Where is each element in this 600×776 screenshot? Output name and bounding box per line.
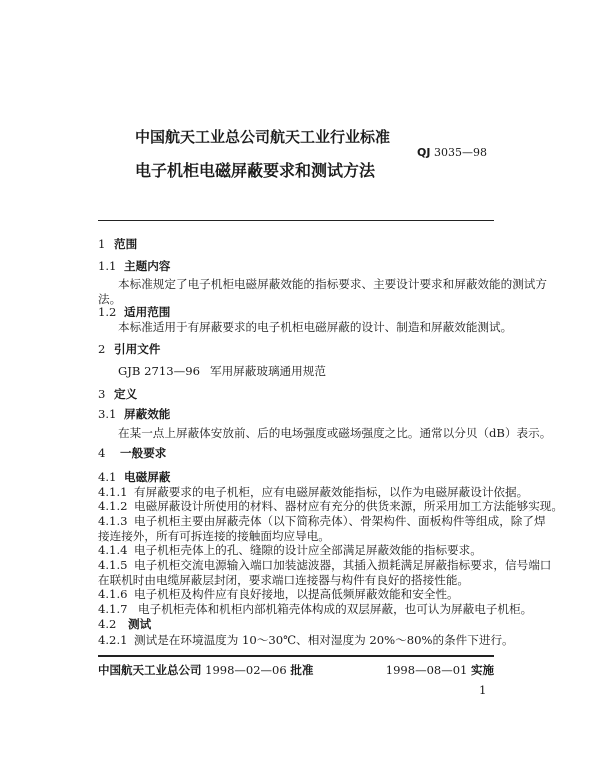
section-number: 2 bbox=[98, 342, 106, 356]
section-number: 3 bbox=[98, 387, 106, 401]
footer-rule bbox=[98, 655, 494, 657]
effective-label: 实施 bbox=[471, 663, 494, 677]
code-prefix: QJ bbox=[417, 146, 431, 159]
paragraph-line: 在某一点上屏蔽体安放前、后的电场强度或磁场强度之比。通常以分贝（dB）表示。 bbox=[118, 426, 552, 440]
code-number: 3035—98 bbox=[433, 146, 487, 159]
page-number: 1 bbox=[479, 683, 487, 697]
section-4-1 bbox=[98, 470, 170, 484]
section-title: 适用范围 bbox=[124, 305, 171, 319]
section-title: 一般要求 bbox=[120, 446, 167, 460]
effective-date: 1998—08—01 bbox=[385, 663, 468, 677]
reference-code: GJB 2713—96 bbox=[118, 364, 200, 378]
item-number: 4.2.1 bbox=[98, 633, 128, 647]
item-4-1-2 bbox=[98, 499, 563, 513]
section-title: 测试 bbox=[128, 617, 152, 631]
item-number: 4.1.1 bbox=[98, 485, 128, 499]
section-number: 3.1 bbox=[98, 407, 117, 421]
item-4-1-4 bbox=[98, 543, 482, 557]
section-1-1 bbox=[98, 259, 170, 273]
document-title: 电子机柜电磁屏蔽要求和测试方法 bbox=[135, 161, 376, 180]
item-number: 4.1.5 bbox=[98, 558, 128, 572]
section-title: 引用文件 bbox=[114, 342, 161, 356]
section-1-2 bbox=[98, 305, 170, 319]
section-1 bbox=[98, 237, 137, 251]
item-number: 4.1.6 bbox=[98, 587, 128, 601]
section-number: 1.1 bbox=[98, 259, 117, 273]
reference-entry bbox=[118, 364, 326, 378]
reference-title: 军用屏蔽玻璃通用规范 bbox=[209, 364, 326, 378]
footer-effective bbox=[386, 663, 494, 677]
footer-approval bbox=[98, 663, 313, 677]
item-text: 电子机柜壳体上的孔、缝隙的设计应全部满足屏蔽效能的指标要求。 bbox=[134, 543, 482, 557]
org-standard-heading: 中国航天工业总公司航天工业行业标准 bbox=[135, 128, 391, 146]
item-text: 电子机柜交流电源输入端口加装滤波器，其插入损耗满足屏蔽指标要求，信号端口 bbox=[134, 558, 552, 572]
section-title: 屏蔽效能 bbox=[124, 407, 171, 421]
item-text: 电子机柜主要由屏蔽壳体（以下简称壳体）、骨架构件、面板构件等组成，除了焊 bbox=[134, 514, 546, 528]
item-text: 电子机柜壳体和机柜内部机箱壳体构成的双层屏蔽，也可认为屏蔽电子机柜。 bbox=[138, 602, 533, 616]
item-4-1-7 bbox=[98, 602, 532, 616]
header-rule bbox=[98, 220, 494, 221]
item-text-continued: 接连接外，所有可拆连接的接触面均应导电。 bbox=[98, 529, 330, 543]
item-number: 4.1.7 bbox=[98, 602, 128, 616]
paragraph-line: 本标准规定了电子机柜电磁屏蔽效能的指标要求、主要设计要求和屏蔽效能的测试方 bbox=[118, 277, 547, 291]
issuer: 中国航天工业总公司 bbox=[98, 663, 202, 677]
section-4 bbox=[98, 446, 166, 460]
item-number: 4.1.4 bbox=[98, 543, 128, 557]
section-number: 1.2 bbox=[98, 305, 117, 319]
section-number: 4 bbox=[98, 446, 106, 460]
section-3-1 bbox=[98, 407, 170, 421]
item-text: 测试是在环境温度为 10～30℃、相对湿度为 20%～80%的条件下进行。 bbox=[134, 633, 514, 647]
section-number: 4.2 bbox=[98, 617, 117, 631]
section-title: 范围 bbox=[114, 237, 138, 251]
section-title: 定义 bbox=[114, 387, 138, 401]
approved-label: 批准 bbox=[290, 663, 314, 677]
item-4-1-5 bbox=[98, 558, 551, 572]
section-4-2 bbox=[98, 617, 151, 631]
item-text: 有屏蔽要求的电子机柜，应有电磁屏蔽效能指标，以作为电磁屏蔽设计依据。 bbox=[134, 485, 529, 499]
section-number: 1 bbox=[98, 237, 106, 251]
section-title: 电磁屏蔽 bbox=[124, 470, 171, 484]
item-text: 电磁屏蔽设计所使用的材料、器材应有充分的供货来源，所采用加工方法能够实现。 bbox=[134, 499, 563, 513]
standard-code bbox=[417, 146, 487, 160]
item-text: 电子机柜及构件应有良好接地，以提高低频屏蔽效能和安全性。 bbox=[134, 587, 459, 601]
section-number: 4.1 bbox=[98, 470, 117, 484]
item-4-1-3 bbox=[98, 514, 546, 528]
approved-date: 1998—02—06 bbox=[205, 663, 287, 677]
item-number: 4.1.2 bbox=[98, 499, 128, 513]
item-text-continued: 在联机时由电缆屏蔽层封闭，要求端口连接器与构件有良好的搭接性能。 bbox=[98, 573, 470, 587]
item-number: 4.1.3 bbox=[98, 514, 128, 528]
section-title: 主题内容 bbox=[124, 259, 171, 273]
section-2 bbox=[98, 342, 160, 356]
section-3 bbox=[98, 387, 137, 401]
paragraph-line: 本标准适用于有屏蔽要求的电子机柜电磁屏蔽的设计、制造和屏蔽效能测试。 bbox=[118, 320, 513, 334]
item-4-2-1 bbox=[98, 633, 514, 647]
paragraph-line: 法。 bbox=[98, 292, 122, 306]
item-4-1-1 bbox=[98, 485, 528, 499]
item-4-1-6 bbox=[98, 587, 459, 601]
